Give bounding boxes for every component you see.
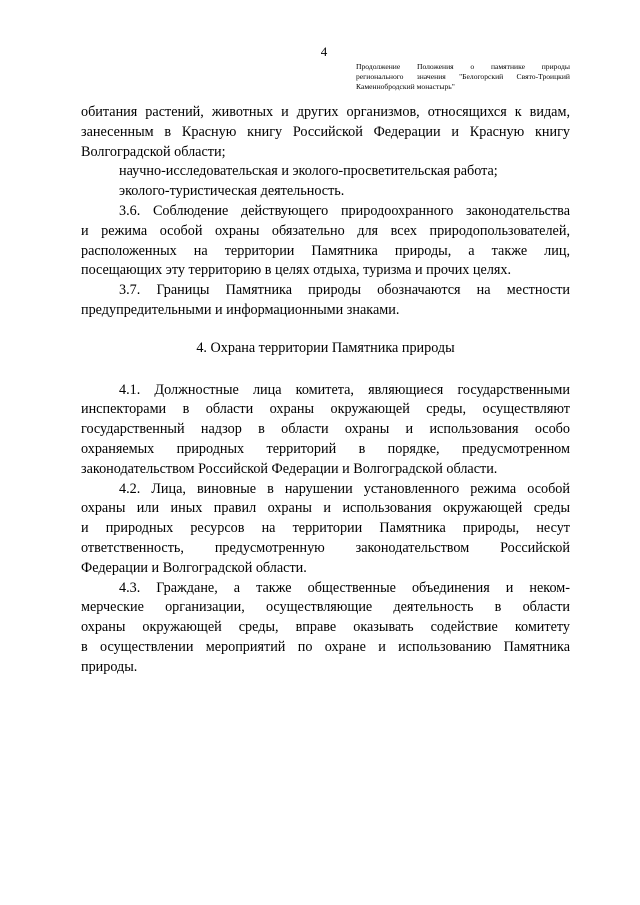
paragraph-3-7 (81, 281, 570, 321)
text-line: государственный надзор в области охраны и использования особо (81, 421, 570, 438)
text-line: охраны или иных правил охраны и использования окружающей среды (81, 500, 570, 517)
text-line: предупредительными и информационными знаками. (81, 301, 400, 318)
header-note-line: регионального значения "Белогорский Свято-Троицкий (356, 72, 570, 81)
text-line: охраны окружающей среды, вправе оказывать содействие комитету (81, 619, 570, 636)
text-line: и режима особой охраны обязательно для всех природопользователей, (81, 222, 570, 239)
header-note-line: Продолжение Положения о памятнике природы (356, 62, 570, 71)
list-item-research: научно-исследовательская и эколого-просветительская работа; (119, 163, 498, 180)
text-line: охраняемых природных территорий в порядке, предусмотренном (81, 440, 570, 457)
text-line: 3.6. Соблюдение действующего природоохранного законодательства (119, 202, 570, 219)
text-line: посещающих эту территорию в целях отдыха, туризма и прочих целях. (81, 262, 512, 279)
text-line: занесенным в Красную книгу Российской Федерации и Красную книгу (81, 123, 570, 140)
text-line: инспекторами в области охраны окружающей среды, осуществляют (81, 401, 570, 418)
header-note-line: Каменнобродский монастырь" (356, 82, 455, 91)
document-body (81, 103, 570, 678)
paragraph-3-6 (81, 202, 570, 281)
text-line: природы. (81, 658, 138, 675)
text-line: Волгоградской области; (81, 143, 226, 160)
text-line: 3.7. Границы Памятника природы обозначаются на местности (119, 282, 570, 299)
text-line: законодательством Российской Федерации и Волгоградской области. (81, 460, 498, 477)
section-4-title: 4. Охрана территории Памятника природы (196, 339, 455, 356)
list-item-tourism: эколого-туристическая деятельность. (119, 183, 345, 200)
text-line: обитания растений, животных и других организмов, относящихся к видам, (81, 104, 570, 120)
header-note (356, 62, 570, 92)
text-line: мерческие организации, осуществляющие деятельность в области (81, 599, 570, 616)
text-line: и природных ресурсов на территории Памятника природы, несут (81, 520, 570, 537)
paragraph-4-2 (81, 480, 570, 579)
page-number: 4 (320, 44, 328, 59)
paragraph-4-3 (81, 579, 570, 678)
text-line: 4.1. Должностные лица комитета, являющиеся государственными (119, 381, 570, 398)
text-line: ответственность, предусмотренную законодательством Российской (81, 539, 570, 556)
text-line: Федерации и Волгоградской области. (81, 559, 307, 576)
paragraph-continued (81, 103, 570, 162)
paragraph-4-1 (81, 381, 570, 480)
text-line: 4.3. Граждане, а также общественные объединения и неком- (119, 579, 570, 596)
text-line: расположенных на территории Памятника природы, а также лиц, (81, 242, 570, 259)
text-line: в осуществлении мероприятий по охране и использованию Памятника (81, 638, 570, 655)
text-line: 4.2. Лица, виновные в нарушении установленного режима особой (119, 480, 570, 497)
